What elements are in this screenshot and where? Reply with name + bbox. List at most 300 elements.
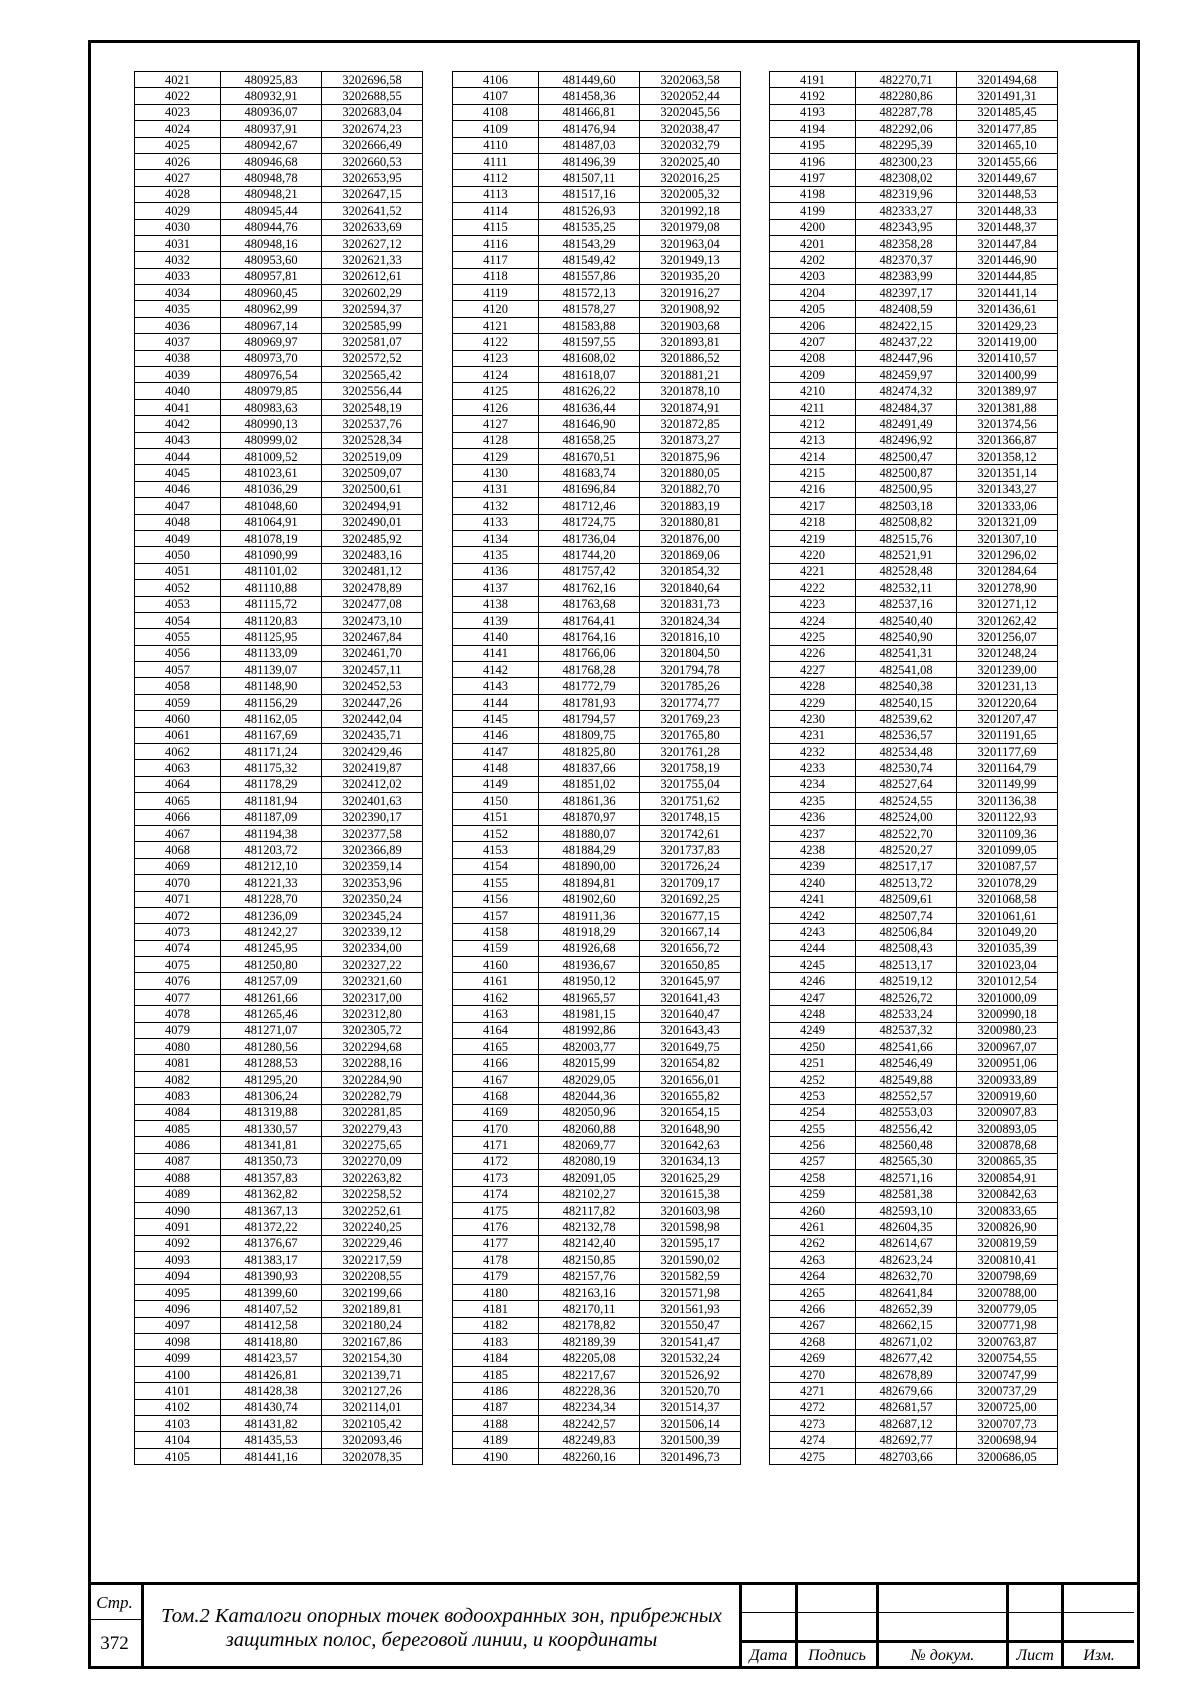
y-coordinate-cell: 3201774,77: [640, 694, 741, 710]
y-coordinate-cell: 3201748,15: [640, 809, 741, 825]
y-coordinate-cell: 3201177,69: [957, 744, 1058, 760]
table-row: [453, 612, 741, 628]
y-coordinate-cell: 3202366,89: [322, 842, 423, 858]
point-number-cell: 4051: [135, 563, 221, 579]
table-row: [770, 596, 1058, 612]
point-number-cell: 4111: [453, 153, 539, 169]
point-number-cell: 4244: [770, 940, 856, 956]
table-row: [135, 694, 423, 710]
table-row: [453, 203, 741, 219]
point-number-cell: 4077: [135, 989, 221, 1005]
y-coordinate-cell: 3202167,86: [322, 1334, 423, 1350]
point-number-cell: 4234: [770, 776, 856, 792]
table-row: [135, 1071, 423, 1087]
x-coordinate-cell: 482142,40: [539, 1235, 640, 1251]
table-row: [453, 170, 741, 186]
x-coordinate-cell: 481162,05: [221, 711, 322, 727]
y-coordinate-cell: 3201878,10: [640, 383, 741, 399]
point-number-cell: 4237: [770, 825, 856, 841]
y-coordinate-cell: 3202688,55: [322, 88, 423, 104]
point-number-cell: 4117: [453, 252, 539, 268]
x-coordinate-cell: 482308,02: [856, 170, 957, 186]
x-coordinate-cell: 481458,36: [539, 88, 640, 104]
point-number-cell: 4095: [135, 1284, 221, 1300]
table-row: [453, 268, 741, 284]
x-coordinate-cell: 481736,04: [539, 530, 640, 546]
y-coordinate-cell: 3201692,25: [640, 891, 741, 907]
y-coordinate-cell: 3201122,93: [957, 809, 1058, 825]
y-coordinate-cell: 3202279,43: [322, 1121, 423, 1137]
table-row: [453, 1088, 741, 1104]
y-coordinate-cell: 3202317,00: [322, 989, 423, 1005]
x-coordinate-cell: 482500,47: [856, 448, 957, 464]
y-coordinate-cell: 3200833,65: [957, 1202, 1058, 1218]
table-row: [453, 891, 741, 907]
point-number-cell: 4030: [135, 219, 221, 235]
point-number-cell: 4120: [453, 301, 539, 317]
point-number-cell: 4124: [453, 367, 539, 383]
table-row: [770, 1252, 1058, 1268]
y-coordinate-cell: 3202602,29: [322, 285, 423, 301]
y-coordinate-cell: 3201615,38: [640, 1186, 741, 1202]
point-number-cell: 4125: [453, 383, 539, 399]
table-row: [770, 383, 1058, 399]
table-row: [453, 711, 741, 727]
y-coordinate-cell: 3202565,42: [322, 367, 423, 383]
point-number-cell: 4185: [453, 1366, 539, 1382]
table-row: [453, 285, 741, 301]
point-number-cell: 4209: [770, 367, 856, 383]
x-coordinate-cell: 481372,22: [221, 1219, 322, 1235]
y-coordinate-cell: 3202199,66: [322, 1284, 423, 1300]
y-coordinate-cell: 3201667,14: [640, 924, 741, 940]
point-number-cell: 4106: [453, 72, 539, 88]
x-coordinate-cell: 482553,03: [856, 1104, 957, 1120]
table-row: [135, 1202, 423, 1218]
x-coordinate-cell: 482270,71: [856, 72, 957, 88]
point-number-cell: 4264: [770, 1268, 856, 1284]
x-coordinate-cell: 482044,36: [539, 1088, 640, 1104]
x-coordinate-cell: 481430,74: [221, 1399, 322, 1415]
table-row: [770, 547, 1058, 563]
point-number-cell: 4076: [135, 973, 221, 989]
table-row: [135, 481, 423, 497]
x-coordinate-cell: 481407,52: [221, 1301, 322, 1317]
y-coordinate-cell: 3201068,58: [957, 891, 1058, 907]
point-number-cell: 4219: [770, 530, 856, 546]
point-number-cell: 4091: [135, 1219, 221, 1235]
point-number-cell: 4181: [453, 1301, 539, 1317]
table-row: [453, 219, 741, 235]
table-row: [453, 875, 741, 891]
y-coordinate-cell: 3201023,04: [957, 957, 1058, 973]
x-coordinate-cell: 482508,82: [856, 514, 957, 530]
y-coordinate-cell: 3201389,97: [957, 383, 1058, 399]
x-coordinate-cell: 480960,45: [221, 285, 322, 301]
x-coordinate-cell: 480937,91: [221, 121, 322, 137]
table-row: [453, 645, 741, 661]
y-coordinate-cell: 3201655,82: [640, 1088, 741, 1104]
table-row: [770, 367, 1058, 383]
point-number-cell: 4088: [135, 1170, 221, 1186]
table-row: [453, 317, 741, 333]
x-coordinate-cell: 482217,67: [539, 1366, 640, 1382]
table-row: [770, 301, 1058, 317]
y-coordinate-cell: 3202461,70: [322, 645, 423, 661]
point-number-cell: 4183: [453, 1334, 539, 1350]
table-row: [135, 301, 423, 317]
table-row: [453, 88, 741, 104]
point-number-cell: 4127: [453, 416, 539, 432]
table-row: [135, 563, 423, 579]
point-number-cell: 4060: [135, 711, 221, 727]
y-coordinate-cell: 3201485,45: [957, 104, 1058, 120]
table-row: [135, 711, 423, 727]
y-coordinate-cell: 3202481,12: [322, 563, 423, 579]
y-coordinate-cell: 3201231,13: [957, 678, 1058, 694]
x-coordinate-cell: 480962,99: [221, 301, 322, 317]
x-coordinate-cell: 482459,97: [856, 367, 957, 383]
y-coordinate-cell: 3202483,16: [322, 547, 423, 563]
x-coordinate-cell: 481646,90: [539, 416, 640, 432]
x-coordinate-cell: 482503,18: [856, 498, 957, 514]
y-coordinate-cell: 3201448,53: [957, 186, 1058, 202]
document-title-line-2: защитных полос, береговой линии, и координаты: [225, 1629, 658, 1651]
point-number-cell: 4184: [453, 1350, 539, 1366]
x-coordinate-cell: 481851,02: [539, 776, 640, 792]
point-number-cell: 4259: [770, 1186, 856, 1202]
table-row: [453, 580, 741, 596]
y-coordinate-cell: 3202633,69: [322, 219, 423, 235]
x-coordinate-cell: 481466,81: [539, 104, 640, 120]
point-number-cell: 4129: [453, 448, 539, 464]
y-coordinate-cell: 3202452,53: [322, 678, 423, 694]
x-coordinate-cell: 482422,15: [856, 317, 957, 333]
point-number-cell: 4033: [135, 268, 221, 284]
point-number-cell: 4135: [453, 547, 539, 563]
x-coordinate-cell: 481526,93: [539, 203, 640, 219]
y-coordinate-cell: 3201494,68: [957, 72, 1058, 88]
x-coordinate-cell: 482484,37: [856, 399, 957, 415]
x-coordinate-cell: 482671,02: [856, 1334, 957, 1350]
point-number-cell: 4034: [135, 285, 221, 301]
point-number-cell: 4122: [453, 334, 539, 350]
x-coordinate-cell: 481178,29: [221, 776, 322, 792]
y-coordinate-cell: 3202490,01: [322, 514, 423, 530]
table-row: [770, 842, 1058, 858]
y-coordinate-cell: 3200878,68: [957, 1137, 1058, 1153]
table-row: [770, 530, 1058, 546]
point-number-cell: 4082: [135, 1071, 221, 1087]
x-coordinate-cell: 481809,75: [539, 727, 640, 743]
table-row: [135, 88, 423, 104]
y-coordinate-cell: 3202327,22: [322, 957, 423, 973]
y-coordinate-cell: 3201709,17: [640, 875, 741, 891]
point-number-cell: 4242: [770, 907, 856, 923]
x-coordinate-cell: 481608,02: [539, 350, 640, 366]
point-number-cell: 4078: [135, 1006, 221, 1022]
y-coordinate-cell: 3202353,96: [322, 875, 423, 891]
y-coordinate-cell: 3202683,04: [322, 104, 423, 120]
table-row: [770, 121, 1058, 137]
x-coordinate-cell: 481367,13: [221, 1202, 322, 1218]
table-row: [135, 924, 423, 940]
point-number-cell: 4203: [770, 268, 856, 284]
x-coordinate-cell: 481194,38: [221, 825, 322, 841]
point-number-cell: 4225: [770, 629, 856, 645]
y-coordinate-cell: 3202052,44: [640, 88, 741, 104]
table-row: [770, 252, 1058, 268]
y-coordinate-cell: 3201893,81: [640, 334, 741, 350]
y-coordinate-cell: 3201035,39: [957, 940, 1058, 956]
y-coordinate-cell: 3201886,52: [640, 350, 741, 366]
point-number-cell: 4215: [770, 465, 856, 481]
table-row: [135, 776, 423, 792]
y-coordinate-cell: 3201429,23: [957, 317, 1058, 333]
point-number-cell: 4176: [453, 1219, 539, 1235]
x-coordinate-cell: 482632,70: [856, 1268, 957, 1284]
point-number-cell: 4153: [453, 842, 539, 858]
y-coordinate-cell: 3202401,63: [322, 793, 423, 809]
table-row: [770, 1039, 1058, 1055]
x-coordinate-cell: 482500,87: [856, 465, 957, 481]
point-number-cell: 4220: [770, 547, 856, 563]
y-coordinate-cell: 3201465,10: [957, 137, 1058, 153]
table-row: [453, 1186, 741, 1202]
y-coordinate-cell: 3202045,56: [640, 104, 741, 120]
point-number-cell: 4087: [135, 1153, 221, 1169]
y-coordinate-cell: 3201949,13: [640, 252, 741, 268]
y-coordinate-cell: 3200933,89: [957, 1071, 1058, 1087]
y-coordinate-cell: 3201012,54: [957, 973, 1058, 989]
x-coordinate-cell: 481870,97: [539, 809, 640, 825]
x-coordinate-cell: 481428,38: [221, 1383, 322, 1399]
y-coordinate-cell: 3201603,98: [640, 1202, 741, 1218]
y-coordinate-cell: 3201882,70: [640, 481, 741, 497]
y-coordinate-cell: 3201916,27: [640, 285, 741, 301]
x-coordinate-cell: 482437,22: [856, 334, 957, 350]
table-row: [135, 1416, 423, 1432]
y-coordinate-cell: 3202263,82: [322, 1170, 423, 1186]
point-number-cell: 4080: [135, 1039, 221, 1055]
table-row: [135, 809, 423, 825]
y-coordinate-cell: 3201625,29: [640, 1170, 741, 1186]
y-coordinate-cell: 3202509,07: [322, 465, 423, 481]
table-row: [770, 481, 1058, 497]
x-coordinate-cell: 481764,16: [539, 629, 640, 645]
table-row: [770, 1284, 1058, 1300]
point-number-cell: 4160: [453, 957, 539, 973]
table-row: [135, 1317, 423, 1333]
table-row: [453, 350, 741, 366]
y-coordinate-cell: 3201654,15: [640, 1104, 741, 1120]
point-number-cell: 4171: [453, 1137, 539, 1153]
point-number-cell: 4038: [135, 350, 221, 366]
x-coordinate-cell: 481476,94: [539, 121, 640, 137]
point-number-cell: 4131: [453, 481, 539, 497]
point-number-cell: 4199: [770, 203, 856, 219]
point-number-cell: 4147: [453, 744, 539, 760]
y-coordinate-cell: 3200919,60: [957, 1088, 1058, 1104]
x-coordinate-cell: 481288,53: [221, 1055, 322, 1071]
table-row: [770, 1186, 1058, 1202]
x-coordinate-cell: 481236,09: [221, 907, 322, 923]
table-row: [770, 678, 1058, 694]
y-coordinate-cell: 3201656,01: [640, 1071, 741, 1087]
table-row: [770, 973, 1058, 989]
y-coordinate-cell: 3202581,07: [322, 334, 423, 350]
table-row: [453, 662, 741, 678]
table-row: [453, 121, 741, 137]
point-number-cell: 4053: [135, 596, 221, 612]
y-coordinate-cell: 3201824,34: [640, 612, 741, 628]
point-number-cell: 4151: [453, 809, 539, 825]
x-coordinate-cell: 482593,10: [856, 1202, 957, 1218]
y-coordinate-cell: 3200771,98: [957, 1317, 1058, 1333]
x-coordinate-cell: 482521,91: [856, 547, 957, 563]
x-coordinate-cell: 481965,57: [539, 989, 640, 1005]
x-coordinate-cell: 480932,91: [221, 88, 322, 104]
x-coordinate-cell: 482069,77: [539, 1137, 640, 1153]
y-coordinate-cell: 3202312,80: [322, 1006, 423, 1022]
table-row: [453, 940, 741, 956]
x-coordinate-cell: 481670,51: [539, 448, 640, 464]
table-row: [135, 530, 423, 546]
x-coordinate-cell: 482540,38: [856, 678, 957, 694]
table-row: [135, 1284, 423, 1300]
table-row: [135, 793, 423, 809]
point-number-cell: 4195: [770, 137, 856, 153]
x-coordinate-cell: 481090,99: [221, 547, 322, 563]
x-coordinate-cell: 482474,32: [856, 383, 957, 399]
point-number-cell: 4025: [135, 137, 221, 153]
point-number-cell: 4213: [770, 432, 856, 448]
table-row: [453, 252, 741, 268]
point-number-cell: 4062: [135, 744, 221, 760]
y-coordinate-cell: 3201000,09: [957, 989, 1058, 1005]
x-coordinate-cell: 481825,80: [539, 744, 640, 760]
point-number-cell: 4100: [135, 1366, 221, 1382]
y-coordinate-cell: 3201381,88: [957, 399, 1058, 415]
x-coordinate-cell: 480953,60: [221, 252, 322, 268]
x-coordinate-cell: 482537,16: [856, 596, 957, 612]
table-row: [135, 367, 423, 383]
y-coordinate-cell: 3201441,14: [957, 285, 1058, 301]
x-coordinate-cell: 482343,95: [856, 219, 957, 235]
table-row: [453, 383, 741, 399]
y-coordinate-cell: 3201436,61: [957, 301, 1058, 317]
table-row: [135, 1219, 423, 1235]
table-row: [453, 465, 741, 481]
table-row: [453, 1448, 741, 1464]
x-coordinate-cell: 481110,88: [221, 580, 322, 596]
x-coordinate-cell: 482534,48: [856, 744, 957, 760]
table-row: [453, 1416, 741, 1432]
point-number-cell: 4177: [453, 1235, 539, 1251]
x-coordinate-cell: 481212,10: [221, 858, 322, 874]
table-row: [453, 416, 741, 432]
y-coordinate-cell: 3202666,49: [322, 137, 423, 153]
x-coordinate-cell: 482614,67: [856, 1235, 957, 1251]
y-coordinate-cell: 3201758,19: [640, 760, 741, 776]
table-row: [135, 252, 423, 268]
table-row: [135, 72, 423, 88]
y-coordinate-cell: 3201992,18: [640, 203, 741, 219]
point-number-cell: 4165: [453, 1039, 539, 1055]
point-number-cell: 4123: [453, 350, 539, 366]
x-coordinate-cell: 482519,12: [856, 973, 957, 989]
x-coordinate-cell: 481768,28: [539, 662, 640, 678]
table-row: [135, 1137, 423, 1153]
table-row: [453, 104, 741, 120]
x-coordinate-cell: 481496,39: [539, 153, 640, 169]
y-coordinate-cell: 3202429,46: [322, 744, 423, 760]
table-row: [770, 432, 1058, 448]
table-row: [135, 678, 423, 694]
x-coordinate-cell: 481618,07: [539, 367, 640, 383]
x-coordinate-cell: 481181,94: [221, 793, 322, 809]
x-coordinate-cell: 481918,29: [539, 924, 640, 940]
table-row: [135, 219, 423, 235]
table-row: [135, 268, 423, 284]
point-number-cell: 4164: [453, 1022, 539, 1038]
change-label: Изм.: [1083, 1647, 1115, 1664]
y-coordinate-cell: 3201880,81: [640, 514, 741, 530]
point-number-cell: 4186: [453, 1383, 539, 1399]
x-coordinate-cell: 482641,84: [856, 1284, 957, 1300]
table-row: [770, 858, 1058, 874]
x-coordinate-cell: 481772,79: [539, 678, 640, 694]
table-row: [453, 1432, 741, 1448]
x-coordinate-cell: 480944,76: [221, 219, 322, 235]
point-number-cell: 4189: [453, 1432, 539, 1448]
y-coordinate-cell: 3202674,23: [322, 121, 423, 137]
point-number-cell: 4139: [453, 612, 539, 628]
point-number-cell: 4233: [770, 760, 856, 776]
y-coordinate-cell: 3201642,63: [640, 1137, 741, 1153]
table-row: [770, 629, 1058, 645]
x-coordinate-cell: 482260,16: [539, 1448, 640, 1464]
point-number-cell: 4146: [453, 727, 539, 743]
y-coordinate-cell: 3202275,65: [322, 1137, 423, 1153]
x-coordinate-cell: 480990,13: [221, 416, 322, 432]
x-coordinate-cell: 482552,57: [856, 1088, 957, 1104]
x-coordinate-cell: 481890,00: [539, 858, 640, 874]
y-coordinate-cell: 3200788,00: [957, 1284, 1058, 1300]
y-coordinate-cell: 3201149,99: [957, 776, 1058, 792]
table-row: [770, 989, 1058, 1005]
table-row: [770, 1104, 1058, 1120]
y-coordinate-cell: 3201419,00: [957, 334, 1058, 350]
table-row: [453, 957, 741, 973]
x-coordinate-cell: 482508,43: [856, 940, 957, 956]
x-coordinate-cell: 482447,96: [856, 350, 957, 366]
x-coordinate-cell: 482060,88: [539, 1121, 640, 1137]
y-coordinate-cell: 3201448,33: [957, 203, 1058, 219]
x-coordinate-cell: 482526,72: [856, 989, 957, 1005]
y-coordinate-cell: 3202641,52: [322, 203, 423, 219]
point-number-cell: 4229: [770, 694, 856, 710]
table-row: [770, 694, 1058, 710]
x-coordinate-cell: 481078,19: [221, 530, 322, 546]
y-coordinate-cell: 3200842,63: [957, 1186, 1058, 1202]
x-coordinate-cell: 482117,82: [539, 1202, 640, 1218]
x-coordinate-cell: 481636,44: [539, 399, 640, 415]
x-coordinate-cell: 482540,90: [856, 629, 957, 645]
point-number-cell: 4085: [135, 1121, 221, 1137]
table-row: [770, 1350, 1058, 1366]
x-coordinate-cell: 481418,80: [221, 1334, 322, 1350]
